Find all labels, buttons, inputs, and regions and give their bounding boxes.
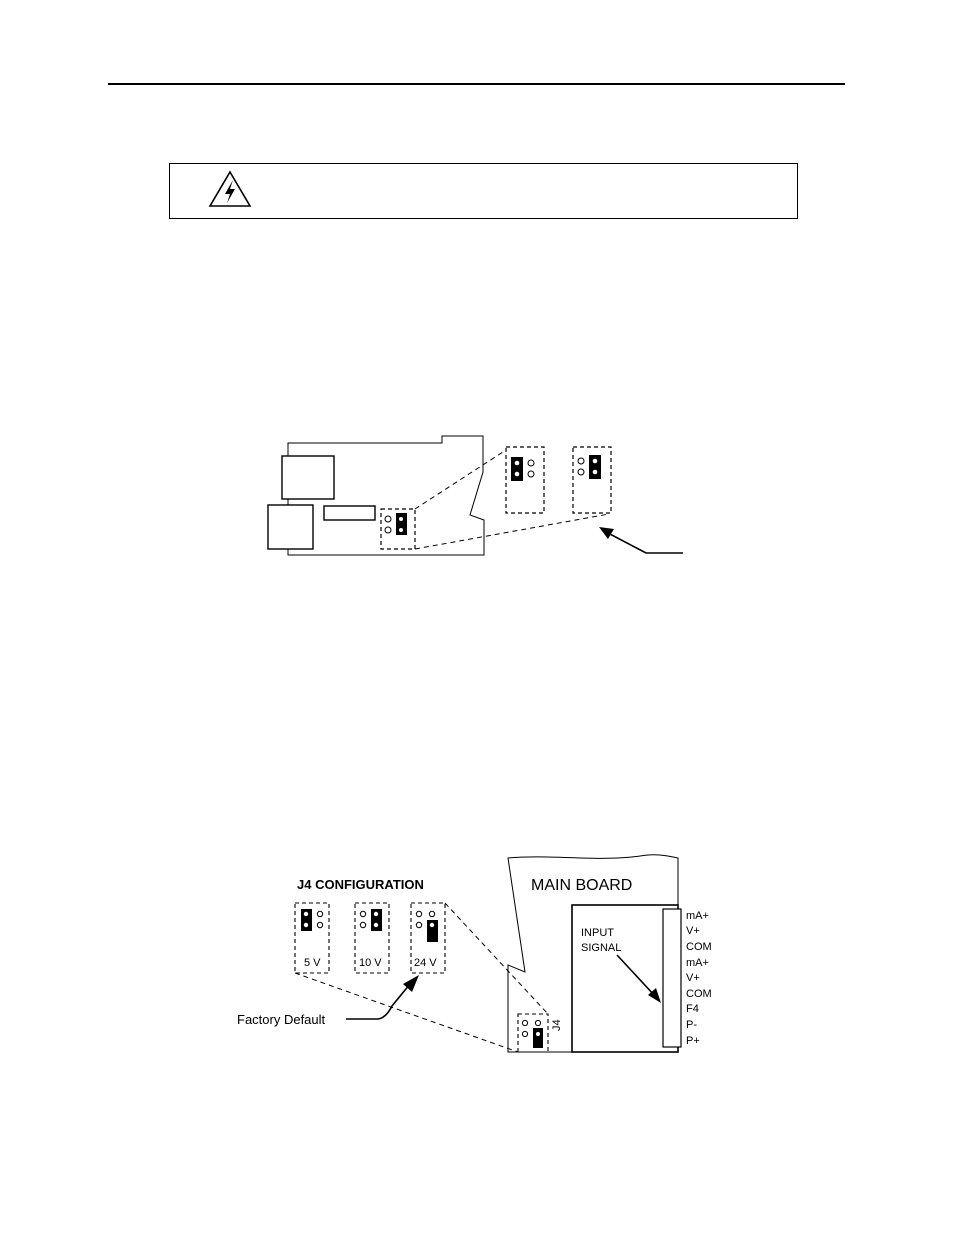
jumper-shunt [533,1028,543,1048]
pin [360,911,365,916]
pin [317,922,322,927]
pin [430,923,434,927]
j4-configuration-title: J4 CONFIGURATION [297,877,424,892]
terminal-labels [686,910,712,1047]
terminal-label: mA+ [686,957,709,969]
terminal-label: P+ [686,1035,700,1047]
input-signal-label-line2: SIGNAL [581,942,622,954]
projection-line [445,903,548,1014]
jumper-option-label: 24 V [414,957,437,969]
pin [416,922,421,927]
pin [416,911,421,916]
pin [374,923,378,927]
input-signal-label-line1: INPUT [581,927,614,939]
terminal-label: F4 [686,1003,699,1015]
jumper-option-label: 10 V [359,957,382,969]
pin [522,1020,527,1025]
jumper-option-label: 5 V [304,957,321,969]
terminal-label: COM [686,988,712,1000]
pin [429,911,434,916]
terminal-label: COM [686,941,712,953]
factory-default-leader [346,984,410,1019]
pin [522,1031,527,1036]
pin [304,912,308,916]
pin [535,1020,540,1025]
terminal-label: V+ [686,972,700,984]
terminal-label: P- [686,1019,697,1031]
pin [304,923,308,927]
terminal-block [663,909,681,1047]
factory-default-label: Factory Default [237,1012,326,1027]
j4-label: J4 [551,1019,563,1031]
pin [317,911,322,916]
main-board-title: MAIN BOARD [531,877,633,894]
terminal-label: V+ [686,925,700,937]
terminal-label: mA+ [686,910,709,922]
pin [536,1032,540,1036]
pin [360,922,365,927]
pin [374,912,378,916]
